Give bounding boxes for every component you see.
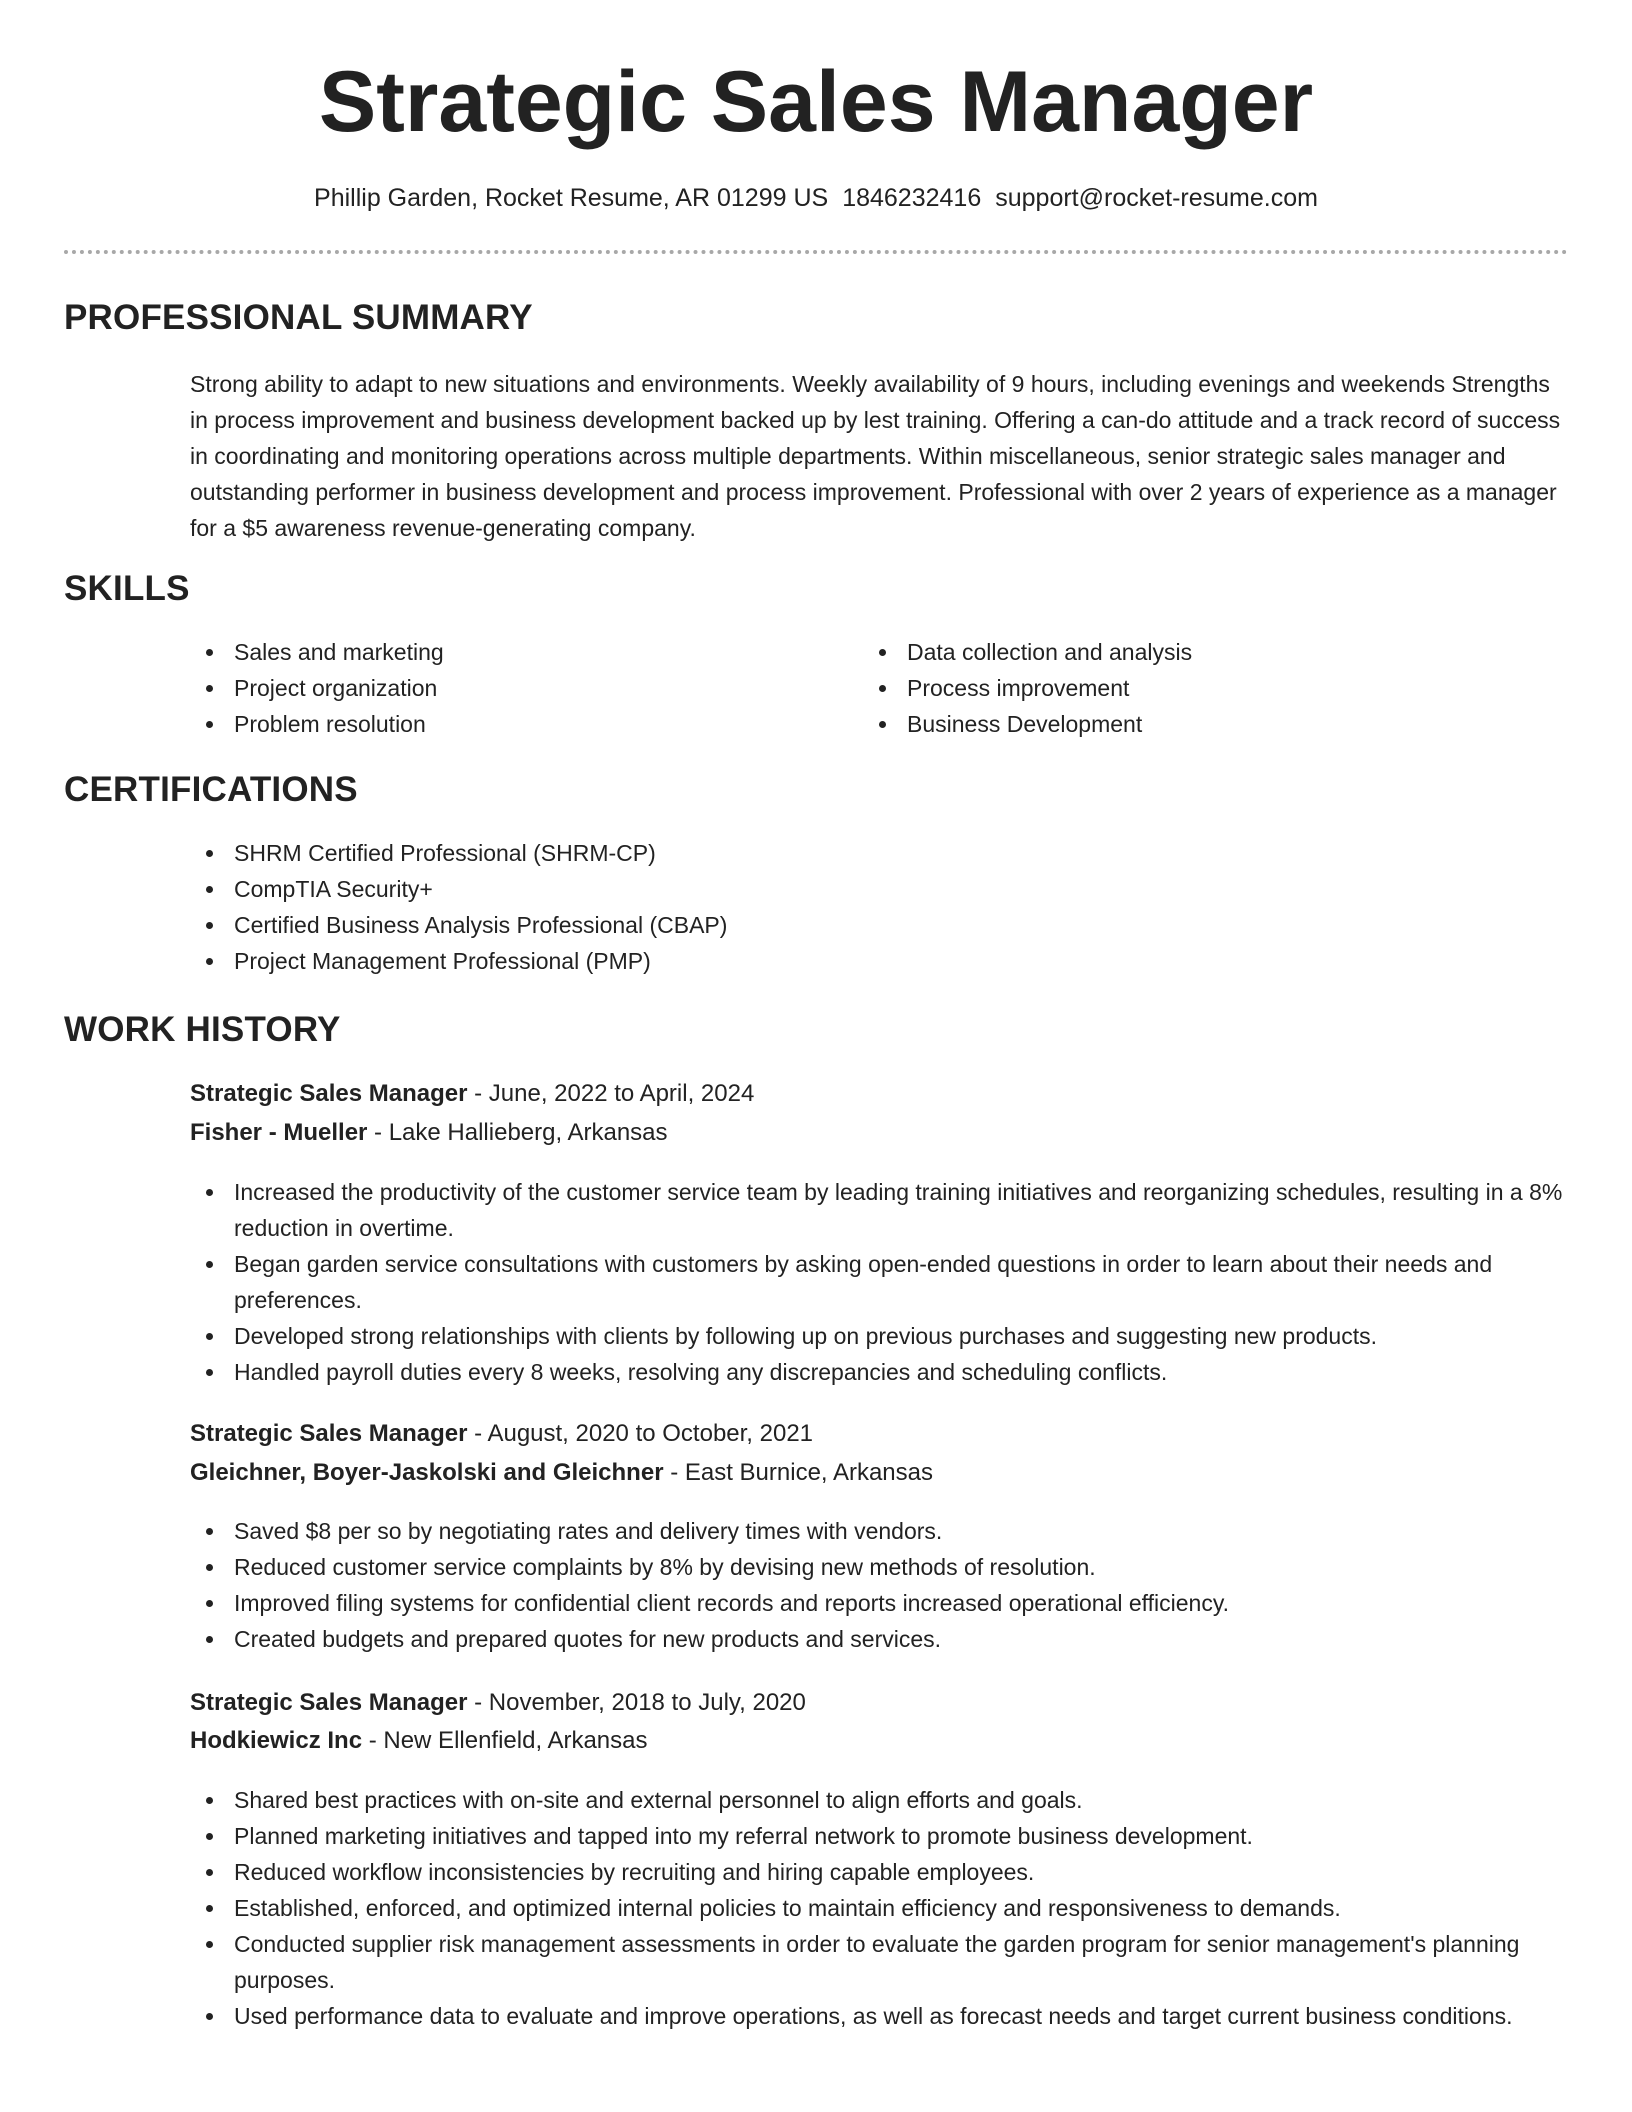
job-location: - New Ellenfield, Arkansas (362, 1727, 648, 1754)
skill-item: Problem resolution (190, 706, 810, 742)
contact-phone: 1846232416 (842, 184, 982, 212)
job-company: Fisher - Mueller (190, 1119, 368, 1146)
skill-item: Sales and marketing (190, 634, 810, 670)
job-bullet: Conducted supplier risk management assessments in order to evaluate the garden program for senior management's planning purposes. (190, 1926, 1570, 1998)
certification-item: SHRM Certified Professional (SHRM-CP) (190, 835, 1490, 871)
job-role: Strategic Sales Manager (190, 1689, 468, 1716)
skill-item: Project organization (190, 670, 810, 706)
skill-item: Business Development (863, 706, 1483, 742)
job-bullet: Established, enforced, and optimized internal policies to maintain efficiency and responsiveness to demands. (190, 1890, 1570, 1926)
job-bullets (190, 1782, 1570, 2034)
job-bullet: Planned marketing initiatives and tapped into my referral network to promote business development. (190, 1818, 1570, 1854)
job-title-line (190, 1684, 806, 1722)
job-bullet: Reduced workflow inconsistencies by recruiting and hiring capable employees. (190, 1854, 1570, 1890)
section-title-skills: SKILLS (64, 569, 190, 608)
job-dates: - June, 2022 to April, 2024 (467, 1080, 755, 1107)
job-bullet: Began garden service consultations with customers by asking open-ended questions in order to learn about their needs and preferences. (190, 1246, 1570, 1318)
job-location: - Lake Hallieberg, Arkansas (367, 1119, 668, 1146)
section-title-summary: PROFESSIONAL SUMMARY (64, 298, 533, 337)
job-dates: - August, 2020 to October, 2021 (467, 1420, 814, 1447)
job-company: Gleichner, Boyer-Jaskolski and Gleichner (190, 1459, 664, 1486)
job-bullet: Improved filing systems for confidential client records and reports increased operational efficiency. (190, 1585, 1570, 1621)
job-bullet: Developed strong relationships with clients by following up on previous purchases and suggesting new products. (190, 1318, 1570, 1354)
job-bullets (190, 1174, 1570, 1390)
job-bullet: Used performance data to evaluate and improve operations, as well as forecast needs and target current business conditions. (190, 1998, 1570, 2034)
summary-text: Strong ability to adapt to new situations and environments. Weekly availability of 9 hours, including evenings and weekends Strengths in process improvement and business development backed up by lest training. Offering a can-do attitude and a track record of success in coordinating and monitoring operations across multiple departments. Within miscellaneous, senior strategic sales manager and outstanding performer in business development and process improvement. Professional with over 2 years of experience as a manager for a $5 awareness revenue-generating company. (190, 371, 1561, 541)
job-bullet: Saved $8 per so by negotiating rates and delivery times with vendors. (190, 1513, 1570, 1549)
certification-item: Project Management Professional (PMP) (190, 943, 1490, 979)
job-bullet: Increased the productivity of the customer service team by leading training initiatives and reorganizing schedules, resulting in a 8% reduction in overtime. (190, 1174, 1570, 1246)
job-title-line (190, 1075, 754, 1113)
job-role: Strategic Sales Manager (190, 1420, 468, 1447)
job-bullet: Created budgets and prepared quotes for new products and services. (190, 1621, 1570, 1657)
certifications-list (190, 835, 1490, 979)
contact-address: Phillip Garden, Rocket Resume, AR 01299 US (314, 184, 829, 212)
certification-item: Certified Business Analysis Professional (CBAP) (190, 907, 1490, 943)
contact-email: support@rocket-resume.com (995, 184, 1318, 212)
job-company-line (190, 1114, 668, 1152)
job-dates: - November, 2018 to July, 2020 (467, 1689, 806, 1716)
job-company-line (190, 1722, 648, 1760)
job-bullet: Reduced customer service complaints by 8% by devising new methods of resolution. (190, 1549, 1570, 1585)
skill-item: Data collection and analysis (863, 634, 1483, 670)
skills-list-right (863, 634, 1483, 742)
job-role: Strategic Sales Manager (190, 1080, 468, 1107)
skills-list-left (190, 634, 810, 742)
section-title-certifications: CERTIFICATIONS (64, 770, 358, 809)
job-location: - East Burnice, Arkansas (663, 1459, 933, 1486)
job-title-line (190, 1415, 813, 1453)
job-company-line (190, 1454, 933, 1492)
job-bullet: Shared best practices with on-site and external personnel to align efforts and goals. (190, 1782, 1570, 1818)
skill-item: Process improvement (863, 670, 1483, 706)
job-bullets (190, 1513, 1570, 1657)
certification-item: CompTIA Security+ (190, 871, 1490, 907)
section-title-work-history: WORK HISTORY (64, 1010, 341, 1049)
contact-line (0, 181, 1632, 215)
resume-name: Strategic Sales Manager (318, 54, 1314, 150)
header-divider (64, 250, 1568, 254)
job-company: Hodkiewicz Inc (190, 1727, 363, 1754)
job-bullet: Handled payroll duties every 8 weeks, resolving any discrepancies and scheduling conflicts. (190, 1354, 1570, 1390)
